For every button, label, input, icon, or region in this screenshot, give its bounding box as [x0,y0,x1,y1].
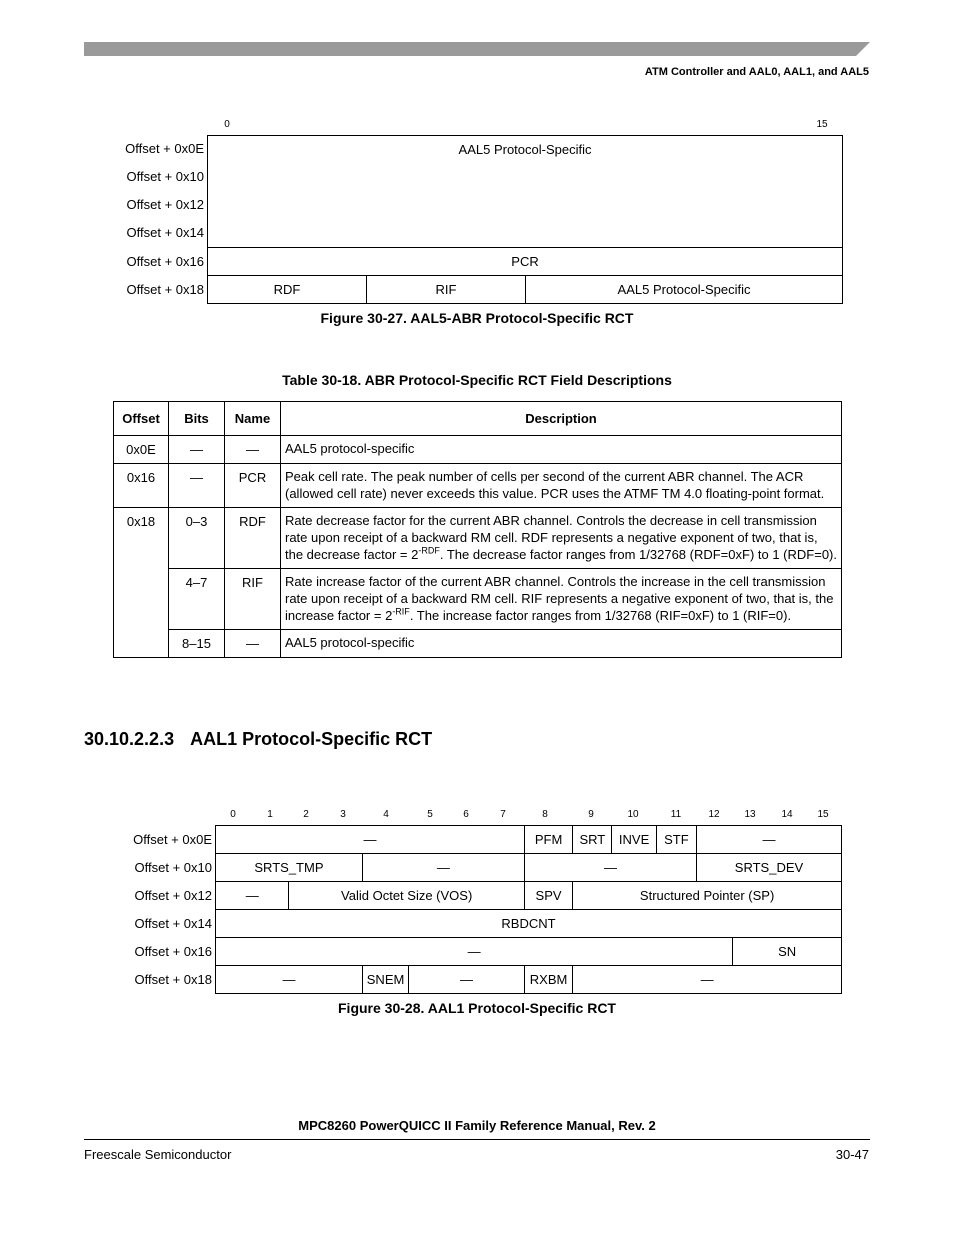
register-diagram-aal5-abr [207,135,843,304]
bit-number: 15 [817,809,829,820]
column-header: Name [225,402,281,436]
bit-number: 13 [744,809,756,820]
running-header: ATM Controller and AAL0, AAL1, and AAL5 [644,66,869,78]
offset-label: Offset + 0x0E [125,141,204,156]
field-pcr: PCR [208,248,843,276]
offset-cell [114,569,169,630]
name-cell: RDF [225,508,281,569]
offset-cell: 0x16 [114,464,169,508]
table-row [114,569,842,630]
description-cell: AAL5 protocol-specific [281,436,842,464]
bit-number: 12 [708,809,720,820]
field-vos: Valid Octet Size (VOS) [289,882,524,910]
offset-label: Offset + 0x16 [134,944,212,959]
bit-number: 0 [224,119,230,130]
column-header: Description [281,402,842,436]
field-reserved: — [216,938,733,966]
bit-number: 3 [340,809,346,820]
bit-number: 14 [781,809,793,820]
field-inve: INVE [612,826,656,854]
table-row [114,630,842,658]
description-cell: AAL5 protocol-specific [281,630,842,658]
field-reserved: — [409,966,525,994]
field-pfm: PFM [524,826,572,854]
offset-label: Offset + 0x18 [126,282,204,297]
column-header: Bits [169,402,225,436]
footer-divider [84,1139,870,1140]
bit-number: 9 [588,809,594,820]
field-aal5-protocol-specific: AAL5 Protocol-Specific [526,276,843,304]
offset-label: Offset + 0x0E [133,832,212,847]
offset-label: Offset + 0x14 [134,916,212,931]
description-cell: Peak cell rate. The peak number of cells per second of the current ABR channel. The ACR (allowed cell rate) never exceeds this value. PCR uses the ATMF TM 4.0 floating-point format. [281,464,842,508]
field-rdf: RDF [208,276,367,304]
field-spv: SPV [524,882,572,910]
bit-number: 4 [383,809,389,820]
field-reserved: — [362,854,524,882]
bit-number: 2 [303,809,309,820]
offset-label: Offset + 0x18 [134,972,212,987]
offset-label: Offset + 0x10 [126,169,204,184]
offset-label: Offset + 0x14 [126,225,204,240]
field-aal5-protocol-specific: AAL5 Protocol-Specific [208,136,843,248]
bits-cell: 4–7 [169,569,225,630]
field-snem: SNEM [362,966,408,994]
name-cell: PCR [225,464,281,508]
field-srt: SRT [573,826,612,854]
field-srts-tmp: SRTS_TMP [216,854,363,882]
section-heading: 30.10.2.2.3 AAL1 Protocol-Specific RCT [84,729,433,749]
name-cell: — [225,630,281,658]
name-cell: — [225,436,281,464]
footer-company: Freescale Semiconductor [84,1147,232,1162]
offset-label: Offset + 0x12 [126,197,204,212]
column-header: Offset [114,402,169,436]
register-diagram-aal1 [215,825,842,994]
field-reserved: — [216,882,289,910]
bit-number: 15 [816,119,828,130]
bit-number: 10 [627,809,639,820]
offset-cell: 0x18 [114,508,169,569]
bits-cell: — [169,464,225,508]
field-rif: RIF [367,276,526,304]
table-caption: Table 30-18. ABR Protocol-Specific RCT Field Descriptions [282,372,672,388]
bit-number: 6 [463,809,469,820]
table-row [114,436,842,464]
field-sp: Structured Pointer (SP) [573,882,842,910]
field-rxbm: RXBM [524,966,572,994]
field-reserved: — [696,826,841,854]
figure-caption: Figure 30-28. AAL1 Protocol-Specific RCT [338,1000,616,1016]
offset-cell [114,630,169,658]
page-number: 30-47 [835,1147,869,1162]
field-reserved: — [573,966,842,994]
header-bar [84,42,870,56]
field-stf: STF [656,826,696,854]
bit-number: 1 [267,809,273,820]
offset-label: Offset + 0x10 [134,860,212,875]
bits-cell: — [169,436,225,464]
field-srts-dev: SRTS_DEV [696,854,841,882]
footer-title: MPC8260 PowerQUICC II Family Reference Manual, Rev. 2 [298,1118,656,1133]
table-row [114,464,842,508]
bit-number: 7 [500,809,506,820]
bit-number: 0 [230,809,236,820]
offset-label: Offset + 0x12 [134,888,212,903]
bit-number: 8 [542,809,548,820]
offset-cell: 0x0E [114,436,169,464]
field-reserved: — [216,966,363,994]
bit-number: 5 [427,809,433,820]
description-cell: Rate decrease factor for the current ABR channel. Controls the decrease in cell transmission rate upon receipt of a backward RM cell. RDF represents a negative exponent of two, that is, the decrease factor = $2^{-RDF}$. The decrease factor ranges from 1/32768 (RDF=0xF) to 1 (RDF=0). [281,508,842,569]
name-cell: RIF [225,569,281,630]
figure-caption: Figure 30-27. AAL5-ABR Protocol-Specific RCT [320,310,634,326]
bits-cell: 8–15 [169,630,225,658]
bits-cell: 0–3 [169,508,225,569]
bit-number: 11 [670,809,682,820]
field-rbdcnt: RBDCNT [216,910,842,938]
table-row [114,508,842,569]
field-sn: SN [733,938,842,966]
field-reserved: — [216,826,525,854]
field-reserved: — [524,854,696,882]
offset-label: Offset + 0x16 [126,254,204,269]
description-cell: Rate increase factor of the current ABR channel. Controls the increase in the cell transmission rate upon receipt of a backward RM cell. RIF represents a negative exponent of two, that is, the increase factor = $2^{-RIF}$. The increase factor ranges from 1/32768 (RIF=0xF) to 1 (RIF=0). [281,569,842,630]
field-description-table [113,401,842,658]
